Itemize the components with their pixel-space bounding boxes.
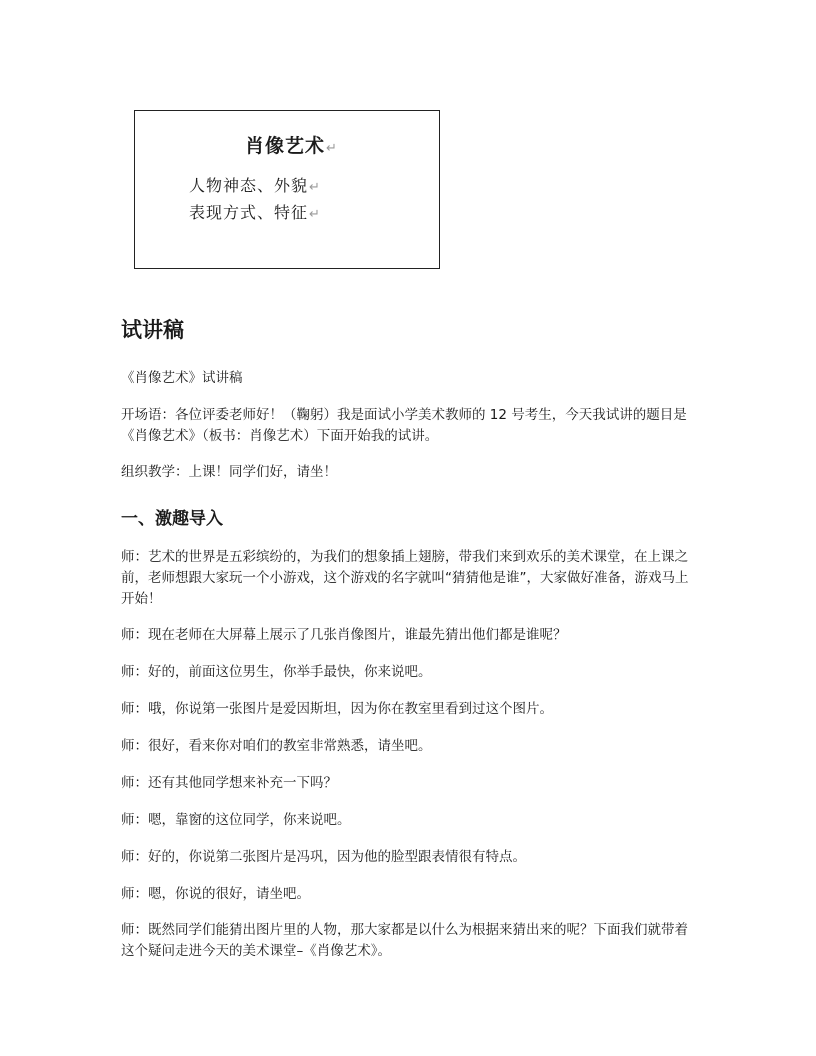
dialogue-paragraph: 师：嗯，你说的很好，请坐吧。 xyxy=(121,886,310,902)
dialogue-paragraph: 师：哦，你说第一张图片是爱因斯坦，因为你在教室里看到过这个图片。 xyxy=(121,701,553,717)
dialogue-paragraph: 师：既然同学们能猜出图片里的人物，那大家都是以什么为根据来猜出来的呢？下面我们就带着这个疑问走进今天的美术课堂–《肖像艺术》。 xyxy=(121,922,688,959)
dialogue-paragraph: 师：嗯，靠窗的这位同学，你来说吧。 xyxy=(121,812,351,828)
dialogue-paragraph: 师：现在老师在大屏幕上展示了几张肖像图片，谁最先猜出他们都是谁呢？ xyxy=(121,627,567,643)
board-line-1: 人物神态、外貌↵ xyxy=(189,176,321,195)
board-title: 肖像艺术↵ xyxy=(245,135,338,157)
paragraph-mark-icon: ↵ xyxy=(309,207,321,222)
opening-paragraph: 开场语：各位评委老师好！（鞠躬）我是面试小学美术教师的 12 号考生，今天我试讲的题目是《肖像艺术》（板书：肖像艺术）下面开始我的试讲。 xyxy=(121,407,687,444)
dialogue-paragraph: 师：好的，前面这位男生，你举手最快，你来说吧。 xyxy=(121,664,432,680)
dialogue-paragraph: 师：很好，看来你对咱们的教室非常熟悉，请坐吧。 xyxy=(121,738,432,754)
paragraph-mark-icon: ↵ xyxy=(326,141,338,156)
dialogue-paragraph: 师：还有其他同学想来补充一下吗？ xyxy=(121,775,337,791)
document-subtitle: 《肖像艺术》试讲稿 xyxy=(121,370,243,386)
organize-paragraph: 组织教学：上课！同学们好，请坐！ xyxy=(121,464,337,480)
dialogue-paragraph: 师：艺术的世界是五彩缤纷的，为我们的想象插上翅膀，带我们来到欢乐的美术课堂，在上课之前，老师想跟大家玩一个小游戏，这个游戏的名字就叫“猜猜他是谁”，大家做好准备，游戏马上开始！ xyxy=(121,549,689,607)
board-line-2: 表现方式、特征↵ xyxy=(189,203,321,222)
document-heading: 试讲稿 xyxy=(121,318,184,342)
dialogue-paragraph: 师：好的，你说第二张图片是冯巩，因为他的脸型跟表情很有特点。 xyxy=(121,849,526,865)
paragraph-mark-icon: ↵ xyxy=(309,180,321,195)
blackboard-design-box xyxy=(134,110,440,269)
section-heading: 一、激趣导入 xyxy=(121,509,223,529)
